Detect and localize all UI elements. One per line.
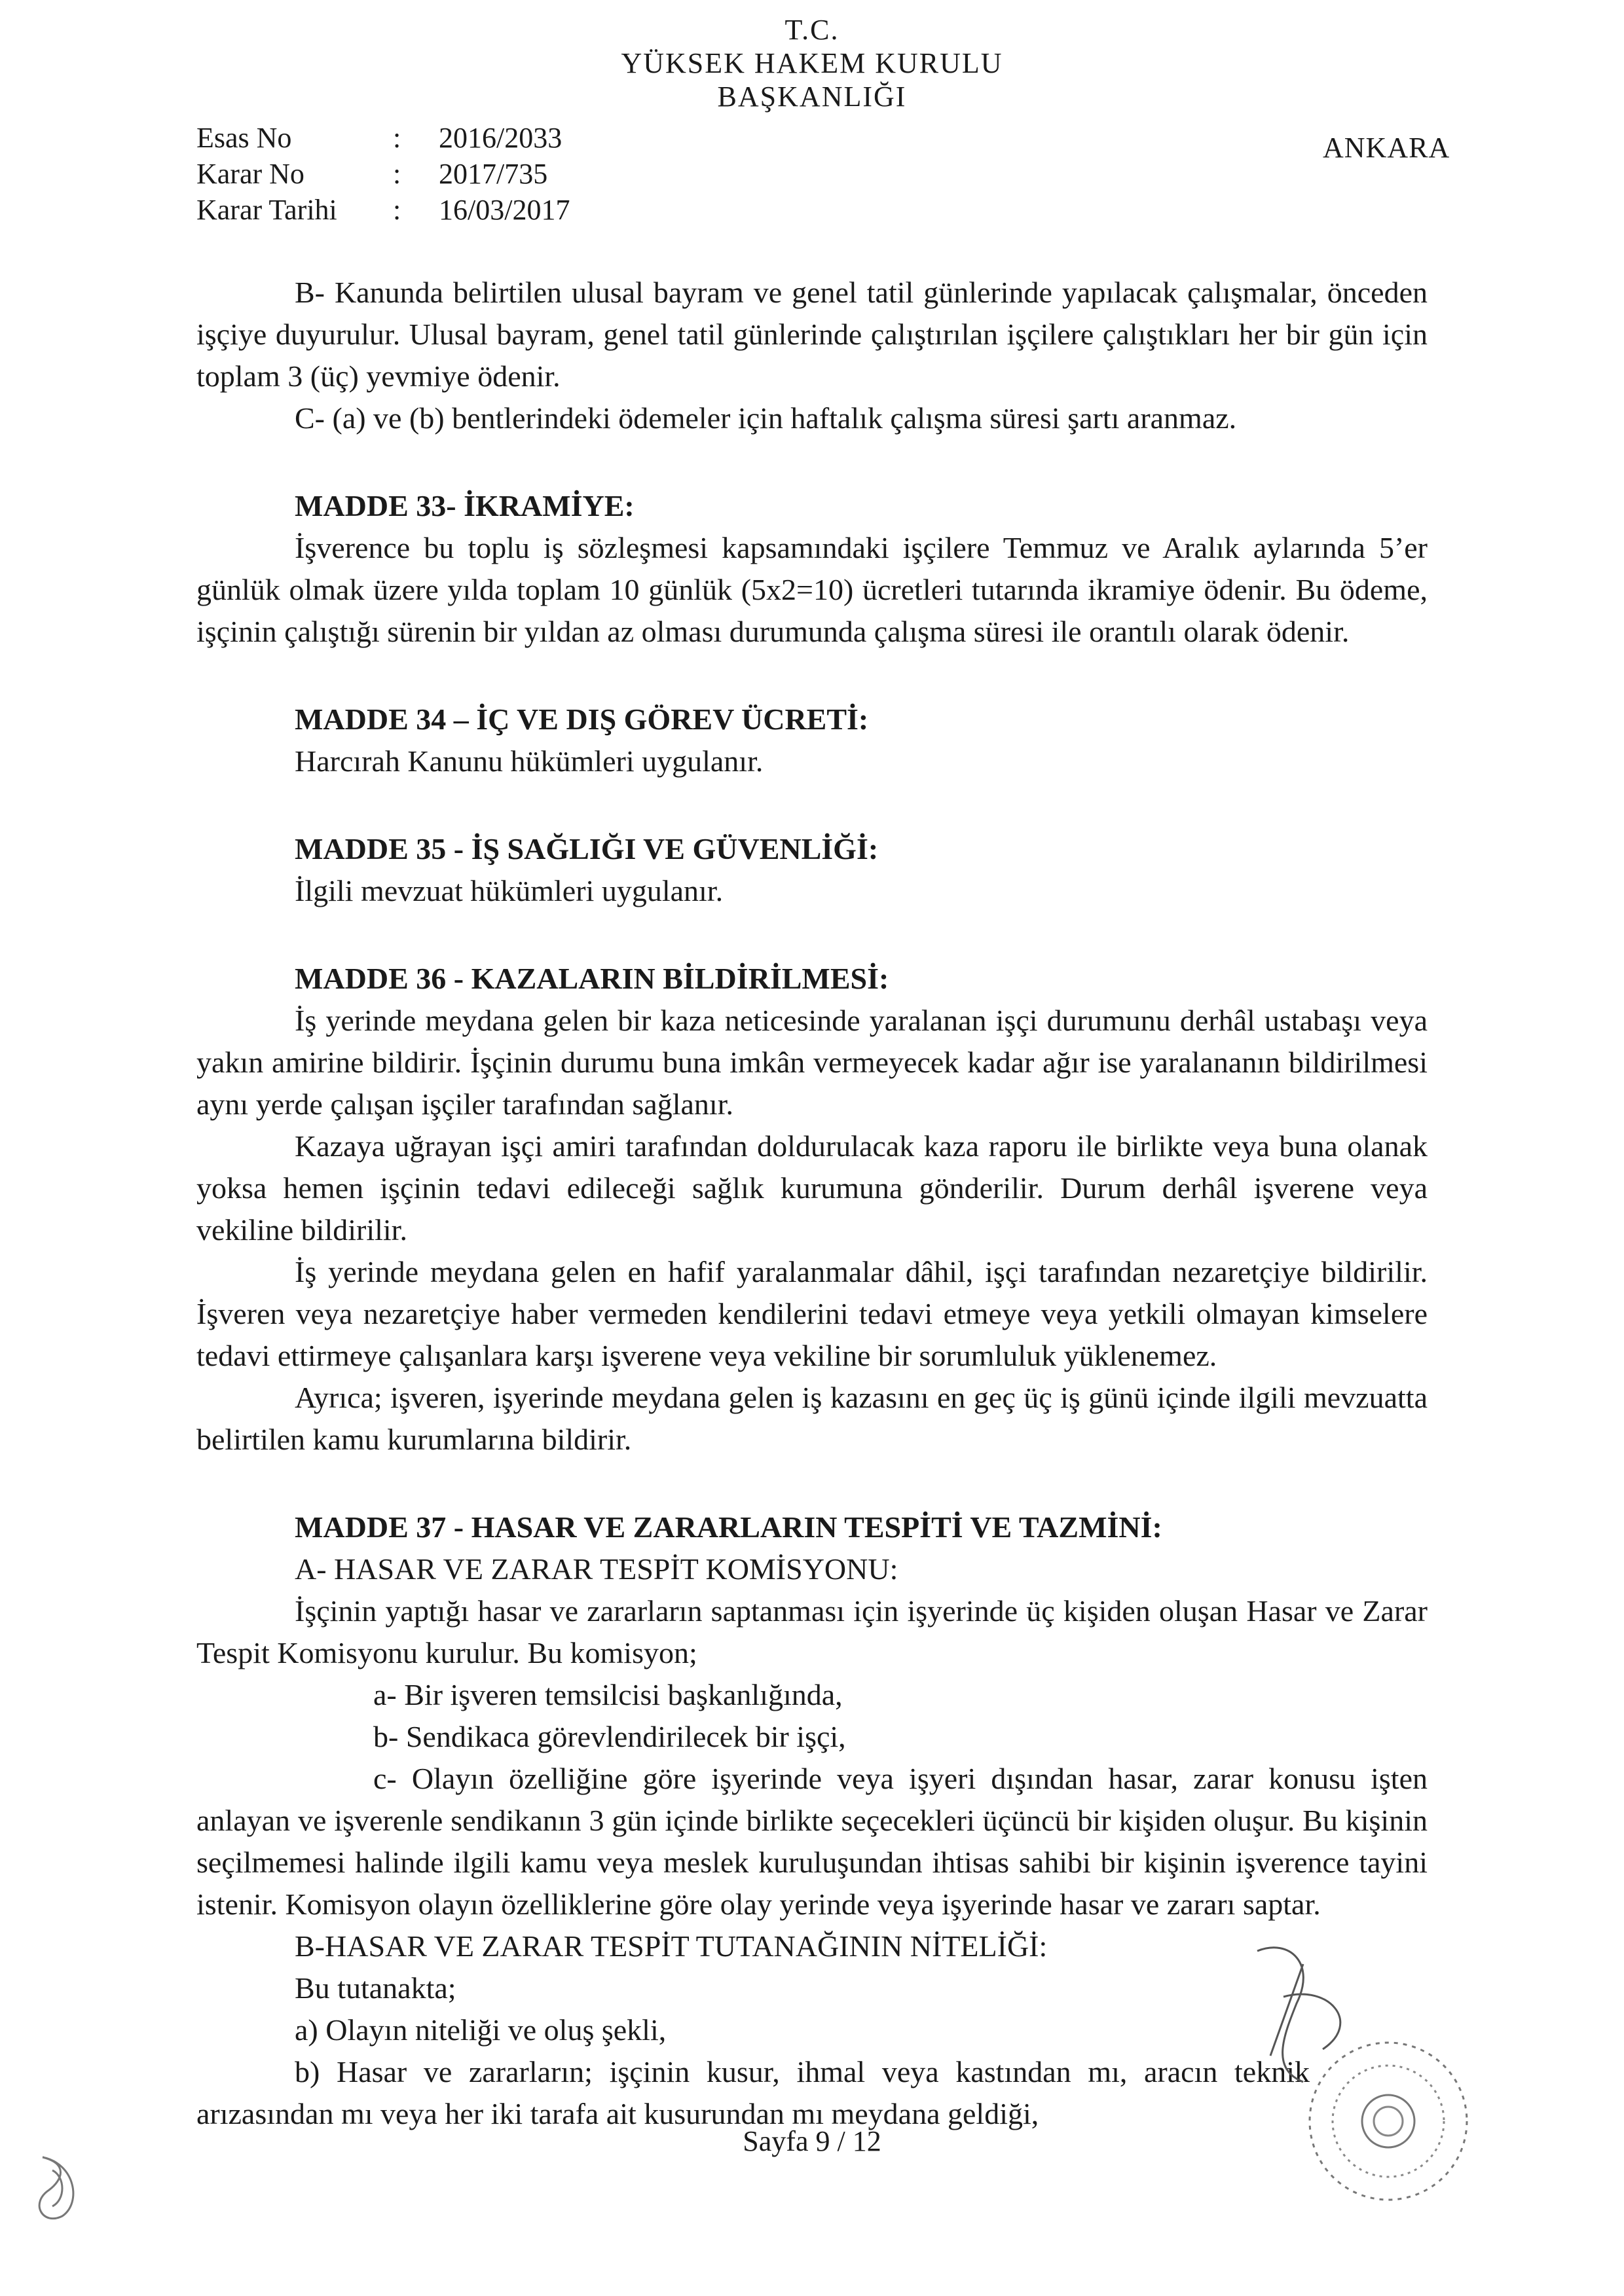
document-body (196, 272, 1428, 2135)
signature-stamp (1231, 1925, 1532, 2239)
header-tc: T.C. (784, 14, 840, 46)
madde-36-title: MADDE 36 - KAZALARIN BİLDİRİLMESİ: (295, 962, 889, 995)
meta-esas-label: Esas No (196, 122, 292, 154)
meta-tarih-sep: : (393, 194, 401, 226)
madde-37-item-a: a- Bir işveren temsilcisi başkanlığında, (373, 1678, 843, 1711)
paragraph-b: B- Kanunda belirtilen ulusal bayram ve genel tatil günlerinde yapılacak çalışmalar, önceden işçiye duyurulur. Ulusal bayram, genel tatil günlerinde çalıştırılan işçilere çalıştıkları her bir gün için toplam 3 (üç) yevmiye ödenir. (196, 276, 1428, 393)
header-institution: YÜKSEK HAKEM KURULU (621, 47, 1003, 79)
madde-36-text-1: İş yerinde meydana gelen bir kaza neticesinde yaralanan işçi durumunu derhâl ustabaşı veya yakın amirine bildirir. İşçinin durumu buna imkân vermeyecek kadar ağır ise yaralananın bildirilmesi aynı yerde çalışan işçiler tarafından sağlanır. (196, 1004, 1428, 1121)
madde-36-text-2: Kazaya uğrayan işçi amiri tarafından doldurulacak kaza raporu ile birlikte veya buna olanak yoksa hemen işçinin tedavi edileceği sağlık kurumuna gönderilir. Durum derhâl işverene veya vekiline bildirilir. (196, 1129, 1428, 1247)
madde-33-text: İşverence bu toplu iş sözleşmesi kapsamındaki işçilere Temmuz ve Aralık aylarında 5’er günlük olmak üzere yılda toplam 10 günlük (5x2=10) ücretleri tutarında ikramiye ödenir. Bu ödeme, işçinin çalıştığı sürenin bir yıldan az olması durumunda çalışma süresi ile orantılı olarak ödenir. (196, 531, 1428, 648)
madde-36-text-3: İş yerinde meydana gelen en hafif yaralanmalar dâhil, işçi tarafından nezaretçiye bildirilir. İşveren veya nezaretçiye haber vermeden kendilerini tedavi etmeye veya yetkili olmayan kimselere tedavi ettirmeye çalışanlara karşı işverene veya vekiline bir sorumluluk yüklenemez. (196, 1255, 1428, 1372)
meta-esas-value: 2016/2033 (439, 122, 563, 154)
scan-mark (23, 2151, 95, 2229)
meta-tarih-value: 16/03/2017 (439, 194, 570, 226)
madde-34-title: MADDE 34 – İÇ VE DIŞ GÖREV ÜCRETİ: (295, 702, 869, 736)
meta-karar-value: 2017/735 (439, 158, 548, 190)
madde-35-text: İlgili mevzuat hükümleri uygulanır. (295, 874, 724, 907)
madde-35-title: MADDE 35 - İŞ SAĞLIĞI VE GÜVENLİĞİ: (295, 832, 879, 866)
meta-esas-sep: : (393, 122, 401, 154)
meta-karar-sep: : (393, 158, 401, 190)
madde-33-title: MADDE 33- İKRAMİYE: (295, 489, 635, 522)
madde-37-title: MADDE 37 - HASAR VE ZARARLARIN TESPİTİ VE TAZMİNİ: (295, 1510, 1162, 1544)
meta-esas (196, 121, 562, 155)
madde-37-section-b: B-HASAR VE ZARAR TESPİT TUTANAĞININ NİTELİĞİ: (295, 1929, 1048, 1963)
madde-37-b-item-b: b) Hasar ve zararların; işçinin kusur, ihmal veya kastından mı, aracın teknik arızasından mı veya her iki tarafa ait kusurundan mı meydana geldiği, (196, 2055, 1310, 2130)
meta-karar-label: Karar No (196, 158, 304, 190)
madde-37-text-1: İşçinin yaptığı hasar ve zararların saptanması için işyerinde üç kişiden oluşan Hasar ve Zarar Tespit Komisyonu kurulur. Bu komisyon; (196, 1594, 1428, 1669)
header-city: ANKARA (1323, 132, 1450, 164)
document-header (0, 13, 1624, 113)
page-number: Sayfa 9 / 12 (743, 2125, 881, 2157)
madde-37-section-a: A- HASAR VE ZARAR TESPİT KOMİSYONU: (295, 1552, 898, 1586)
header-office: BAŞKANLIĞI (717, 81, 907, 113)
meta-karar (196, 157, 547, 191)
madde-37-b-item-a: a) Olayın niteliği ve oluş şekli, (295, 2013, 667, 2047)
madde-34-text: Harcırah Kanunu hükümleri uygulanır. (295, 744, 764, 778)
meta-tarih-label: Karar Tarihi (196, 194, 337, 226)
madde-37-item-b: b- Sendikaca görevlendirilecek bir işçi, (373, 1720, 846, 1753)
madde-36-text-4: Ayrıca; işveren, işyerinde meydana gelen iş kazasını en geç üç iş günü içinde ilgili mevzuatta belirtilen kamu kurumlarına bildirir. (196, 1381, 1428, 1456)
meta-tarih (196, 193, 570, 227)
madde-37-b-intro: Bu tutanakta; (295, 1971, 456, 2005)
paragraph-c: C- (a) ve (b) bentlerindeki ödemeler için haftalık çalışma süresi şartı aranmaz. (295, 401, 1237, 435)
madde-37-item-c: c- Olayın özelliğine göre işyerinde veya işyeri dışından hasar, zarar konusu işten anlayan ve işverenle sendikanın 3 gün içinde birlikte seçecekleri üçüncü bir kişiden oluşur. Bu kişinin seçilmemesi halinde ilgili kamu veya meslek kuruluşundan ihtisas sahibi bir kişinin işverence tayini istenir. Komisyon olayın özelliklerine göre olay yerinde veya işyerinde hasar ve zararı saptar. (196, 1762, 1428, 1921)
